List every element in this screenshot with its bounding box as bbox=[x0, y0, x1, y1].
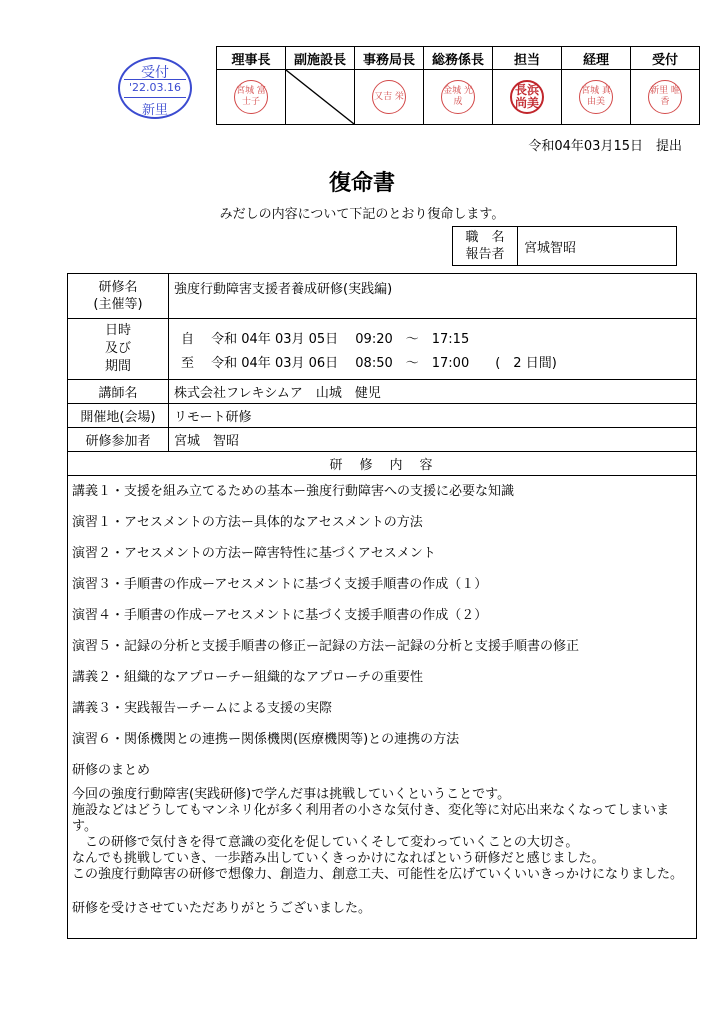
report-form bbox=[67, 273, 697, 939]
content-item: 演習３・手順書の作成ーアセスメントに基づく支援手順書の作成（１） bbox=[72, 577, 488, 592]
approval-header-reception: 受付 bbox=[631, 47, 700, 70]
approval-seal-cell-general-affairs bbox=[424, 70, 493, 125]
venue-label: 開催地(会場) bbox=[68, 404, 169, 428]
seal-stamp: 宮城 真由美 bbox=[579, 80, 613, 114]
date-label-line3: 期間 bbox=[104, 359, 131, 374]
receipt-stamp-divider-bottom bbox=[124, 97, 186, 98]
training-name: 強度行動障害支援者養成研修(実践編) bbox=[169, 274, 697, 319]
receipt-stamp-label: 受付 bbox=[141, 65, 169, 81]
content-item: 演習４・手順書の作成ーアセスメントに基づく支援手順書の作成（２） bbox=[72, 608, 488, 623]
reporter-name: 宮城智昭 bbox=[518, 227, 677, 266]
date-from: 自 令和 04年 03月 05日 09:20 ～ 17:15 bbox=[181, 331, 470, 347]
participant-label: 研修参加者 bbox=[68, 428, 169, 452]
content-item: 演習５・記録の分析と支援手順書の修正ー記録の方法ー記録の分析と支援手順書の修正 bbox=[72, 639, 580, 654]
approval-table bbox=[216, 46, 700, 125]
content-item: 講義２・組織的なアプローチー組織的なアプローチの重要性 bbox=[72, 670, 424, 685]
training-name-label-line1: 研修名 bbox=[98, 280, 138, 295]
approval-seal-cell-reception bbox=[631, 70, 700, 125]
date-label bbox=[68, 319, 169, 380]
position-label: 職 名 bbox=[465, 230, 505, 245]
content-body bbox=[68, 476, 697, 939]
content-header: 研 修 内 容 bbox=[68, 452, 697, 476]
approval-header-deputy-director: 副施設長 bbox=[286, 47, 355, 70]
seal-stamp: 又吉 栄 bbox=[372, 80, 406, 114]
approval-header-secretary-general: 事務局長 bbox=[355, 47, 424, 70]
receipt-stamp-divider-top bbox=[124, 79, 186, 80]
document-title: 復命書 bbox=[328, 171, 395, 196]
strike-line bbox=[286, 70, 354, 124]
seal-stamp: 金城 光成 bbox=[441, 80, 475, 114]
seal-stamp: 長浜 尚美 bbox=[510, 80, 544, 114]
seal-stamp: 宮城 富士子 bbox=[234, 80, 268, 114]
summary-text: 今回の強度行動障害(実践研修)で学んだ事は挑戦していくということです。 施設などはどうしてもマンネリ化が多く利用者の小さな気付き、変化等に対応出来なくなってしまいます。 この研修で気付きを得て意識の変化を促していくそして変わっていくことの大切さ。 なんでも挑戦していき、一歩踏み出していくきっかけになればという研修だと感じました。 この強度行動障害の研修で想像力、創造力、創意工夫、可能性を広げていくいいきっかけになりました。 bbox=[72, 787, 684, 882]
date-label-line1: 日時 bbox=[104, 323, 131, 338]
training-name-label bbox=[68, 274, 169, 319]
seal-stamp: 新里 唯香 bbox=[648, 80, 682, 114]
reporter-table bbox=[452, 226, 677, 266]
lead-text: みだしの内容について下記のとおり復命します。 bbox=[219, 207, 505, 222]
approval-seal-cell-secretary-general bbox=[355, 70, 424, 125]
closing-text: 研修を受けさせていただありがとうございました。 bbox=[72, 901, 372, 916]
lecturer: 株式会社フレキシムア 山城 健児 bbox=[169, 380, 697, 404]
receipt-stamp-name: 新里 bbox=[141, 103, 168, 118]
participant: 宮城 智昭 bbox=[169, 428, 697, 452]
content-item: 講義３・実践報告ーチームによる支援の実際 bbox=[72, 701, 333, 716]
date-period bbox=[169, 319, 697, 380]
content-item: 講義１・支援を組み立てるための基本ー強度行動障害への支援に必要な知識 bbox=[72, 484, 515, 499]
content-item: 研修のまとめ bbox=[72, 763, 151, 778]
approval-seal-cell-in-charge bbox=[493, 70, 562, 125]
date-to: 至 令和 04年 03月 06日 08:50 ～ 17:00 ( 2 日間) bbox=[181, 355, 557, 371]
approval-header-accounting: 経理 bbox=[562, 47, 631, 70]
approval-header-chairman: 理事長 bbox=[217, 47, 286, 70]
approval-header-general-affairs: 総務係長 bbox=[424, 47, 493, 70]
content-item: 演習２・アセスメントの方法ー障害特性に基づくアセスメント bbox=[72, 546, 436, 561]
approval-seal-cell-accounting bbox=[562, 70, 631, 125]
submit-date: 令和04年03月15日 提出 bbox=[528, 139, 682, 154]
content-item: 演習１・アセスメントの方法ー具体的なアセスメントの方法 bbox=[72, 515, 423, 530]
reporter-label bbox=[453, 227, 518, 266]
reporter-name-label: 報告者 bbox=[465, 247, 505, 262]
venue: リモート研修 bbox=[169, 404, 697, 428]
content-item: 演習６・関係機関との連携ー関係機関(医療機関等)との連携の方法 bbox=[72, 732, 460, 747]
approval-header-in-charge: 担当 bbox=[493, 47, 562, 70]
lecturer-label: 講師名 bbox=[68, 380, 169, 404]
training-name-label-line2: (主催等) bbox=[93, 297, 143, 312]
receipt-stamp-date: '22.03.16 bbox=[128, 81, 181, 94]
date-label-line2: 及び bbox=[104, 341, 131, 356]
receipt-stamp bbox=[118, 57, 192, 119]
approval-seal-cell-chairman bbox=[217, 70, 286, 125]
approval-seal-cell-deputy-director bbox=[286, 70, 355, 125]
